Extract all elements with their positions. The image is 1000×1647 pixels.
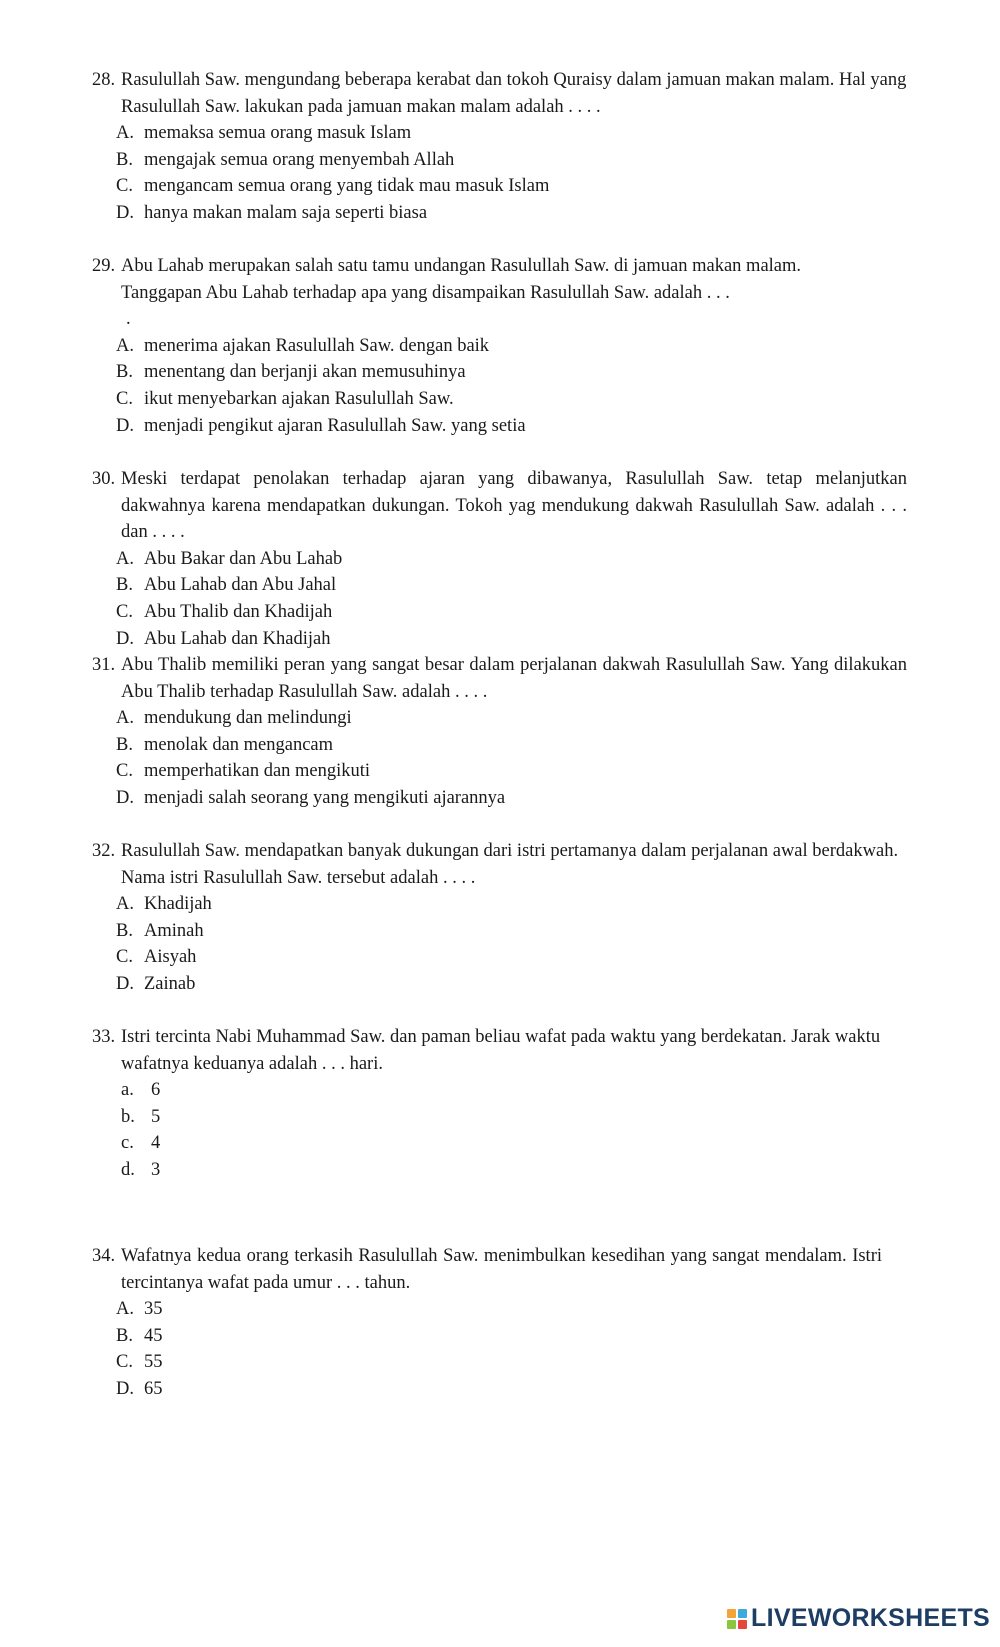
question-text-line: .	[126, 309, 131, 330]
logo-square-3	[727, 1620, 736, 1629]
question-28	[92, 67, 907, 227]
question-32	[92, 838, 907, 998]
logo-text: LIVEWORKSHEETS	[751, 1604, 990, 1632]
question-number: 33.	[92, 1027, 116, 1047]
option-a[interactable]: A. Khadijah	[116, 894, 212, 915]
question-text: Rasulullah Saw. mendapatkan banyak dukungan dari istri pertamanya dalam perjalanan awal berdakwah. Nama istri Rasulullah Saw. tersebut adalah . . . .	[121, 841, 899, 888]
question-stem	[92, 253, 907, 333]
question-text-line: Abu Lahab merupakan salah satu tamu undangan Rasulullah Saw. di jamuan makan malam.	[121, 256, 802, 276]
question-number: 29.	[92, 256, 116, 276]
option-d[interactable]: D. 65	[116, 1378, 163, 1399]
question-text: Meski terdapat penolakan terhadap ajaran yang dibawanya, Rasulullah Saw. tetap melanjutkan dakwahnya karena mendapatkan dukungan. Tokoh yag mendukung dakwah Rasulullah Saw. adalah . . . dan . . . .	[121, 469, 907, 543]
option-a[interactable]: A. menerima ajakan Rasulullah Saw. dengan baik	[116, 335, 490, 356]
option-a[interactable]: A. Abu Bakar dan Abu Lahab	[116, 548, 343, 569]
option-b[interactable]: B. menolak dan mengancam	[116, 734, 334, 755]
question-29	[92, 253, 907, 439]
question-number: 30.	[92, 469, 116, 489]
option-b[interactable]: B. menentang dan berjanji akan memusuhinya	[116, 362, 466, 383]
question-stem	[92, 1243, 907, 1296]
question-number: 32.	[92, 841, 116, 861]
option-b[interactable]: B. 45	[116, 1325, 163, 1346]
question-stem	[92, 652, 907, 705]
question-text-line: Tanggapan Abu Lahab terhadap apa yang disampaikan Rasulullah Saw. adalah . . .	[121, 282, 730, 303]
option-a[interactable]: A. memaksa semua orang masuk Islam	[116, 123, 412, 144]
option-c[interactable]: C. Aisyah	[116, 947, 197, 968]
option-a[interactable]: A. mendukung dan melindungi	[116, 708, 352, 729]
question-31	[92, 652, 907, 812]
logo-squares-icon	[727, 1609, 747, 1629]
question-stem	[92, 67, 907, 120]
option-d[interactable]: D. menjadi pengikut ajaran Rasulullah Saw. yang setia	[116, 415, 526, 436]
logo-square-2	[738, 1609, 747, 1618]
option-d[interactable]: d. 3	[121, 1159, 161, 1180]
option-d[interactable]: D. hanya makan malam saja seperti biasa	[116, 202, 428, 223]
option-d[interactable]: D. Zainab	[116, 973, 196, 994]
question-33	[92, 1024, 907, 1184]
question-number: 31.	[92, 655, 116, 675]
option-a[interactable]: a. 6	[121, 1080, 161, 1101]
option-c[interactable]: C. ikut menyebarkan ajakan Rasulullah Saw.	[116, 388, 454, 409]
option-b[interactable]: B. Aminah	[116, 920, 204, 941]
option-c[interactable]: C. mengancam semua orang yang tidak mau masuk Islam	[116, 176, 550, 197]
option-b[interactable]: B. mengajak semua orang menyembah Allah	[116, 149, 455, 170]
question-30	[92, 466, 907, 652]
question-34	[92, 1243, 907, 1403]
option-d[interactable]: D. menjadi salah seorang yang mengikuti ajarannya	[116, 787, 506, 808]
option-c[interactable]: c. 4	[121, 1133, 161, 1154]
logo-square-1	[727, 1609, 736, 1618]
question-number: 28.	[92, 70, 116, 90]
option-c[interactable]: C. 55	[116, 1352, 163, 1373]
option-b[interactable]: B. Abu Lahab dan Abu Jahal	[116, 575, 337, 596]
question-stem	[92, 466, 907, 546]
logo-square-4	[738, 1620, 747, 1629]
question-text: Wafatnya kedua orang terkasih Rasulullah Saw. menimbulkan kesedihan yang sangat mendalam. Istri tercintanya wafat pada umur . . . tahun.	[121, 1246, 882, 1293]
option-c[interactable]: C. Abu Thalib dan Khadijah	[116, 601, 333, 622]
liveworksheets-logo[interactable]	[727, 1604, 990, 1633]
question-number: 34.	[92, 1246, 116, 1266]
question-stem	[92, 838, 907, 891]
question-text: Rasulullah Saw. mengundang beberapa kerabat dan tokoh Quraisy dalam jamuan makan malam. Hal yang Rasulullah Saw. lakukan pada jamuan makan malam adalah . . . .	[121, 70, 907, 117]
option-d[interactable]: D. Abu Lahab dan Khadijah	[116, 628, 331, 649]
question-text: Abu Thalib memiliki peran yang sangat besar dalam perjalanan dakwah Rasulullah Saw. Yang dilakukan Abu Thalib terhadap Rasulullah Saw. adalah . . . .	[121, 655, 907, 702]
option-c[interactable]: C. memperhatikan dan mengikuti	[116, 761, 371, 782]
question-stem	[92, 1024, 907, 1077]
question-text: Istri tercinta Nabi Muhammad Saw. dan paman beliau wafat pada waktu yang berdekatan. Jarak waktu wafatnya keduanya adalah . . . hari.	[121, 1027, 881, 1074]
option-b[interactable]: b. 5	[121, 1106, 161, 1127]
option-a[interactable]: A. 35	[116, 1299, 163, 1320]
